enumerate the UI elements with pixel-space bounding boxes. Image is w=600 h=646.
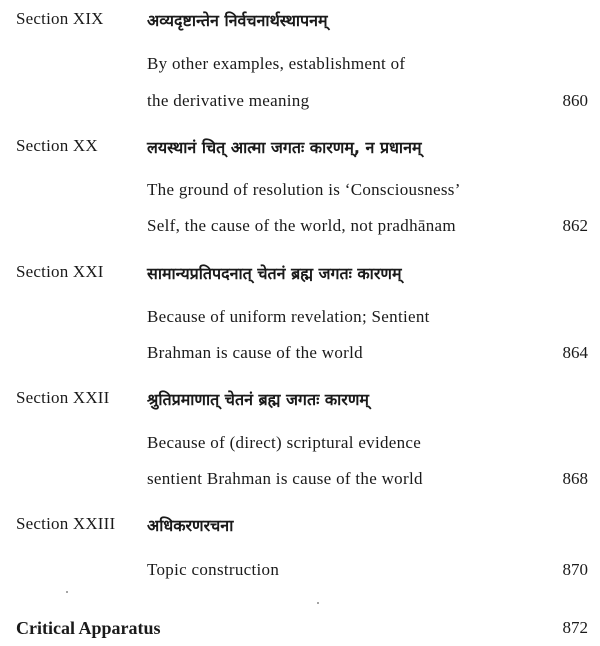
page-number: 864 [562, 343, 588, 362]
section-description-line: Self, the cause of the world, not pradhānam [147, 216, 456, 235]
section-description-line: The ground of resolution is ‘Consciousness’ [147, 180, 461, 199]
scan-speck [317, 602, 319, 604]
page-number: 872 [562, 618, 588, 637]
section-sanskrit-title: अव्यदृष्टान्तेन निर्वचनार्थस्थापनम् [147, 11, 328, 30]
section-description-line: sentient Brahman is cause of the world [147, 469, 423, 488]
section-sanskrit-title: श्रुतिप्रमाणात् चेतनं ब्रह्म जगतः कारणम् [147, 390, 369, 409]
section-sanskrit-title: अधिकरणरचना [147, 516, 234, 535]
section-label: Section XXI [16, 262, 104, 281]
section-label: Section XIX [16, 9, 104, 28]
section-sanskrit-title: सामान्यप्रतिपदनात् चेतनं ब्रह्म जगतः कारणम् [147, 264, 402, 283]
page-number: 862 [562, 216, 588, 235]
section-description-line: Topic construction [147, 560, 280, 579]
section-label: Section XX [16, 136, 98, 155]
section-description-line: By other examples, establishment of [147, 54, 406, 73]
section-label: Section XXII [16, 388, 110, 407]
scan-speck [66, 591, 68, 593]
page-number: 870 [562, 560, 588, 579]
section-description-line: Because of uniform revelation; Sentient [147, 307, 430, 326]
page-number: 860 [562, 91, 588, 110]
section-description-line: Brahman is cause of the world [147, 343, 363, 362]
page-number: 868 [562, 469, 588, 488]
section-description-line: the derivative meaning [147, 91, 310, 110]
section-sanskrit-title: लयस्थानं चित् आत्मा जगतः कारणम्, न प्रधानम् [147, 138, 422, 157]
critical-apparatus-title: Critical Apparatus [16, 618, 161, 638]
section-description-line: Because of (direct) scriptural evidence [147, 433, 422, 452]
section-label: Section XXIII [16, 514, 116, 533]
